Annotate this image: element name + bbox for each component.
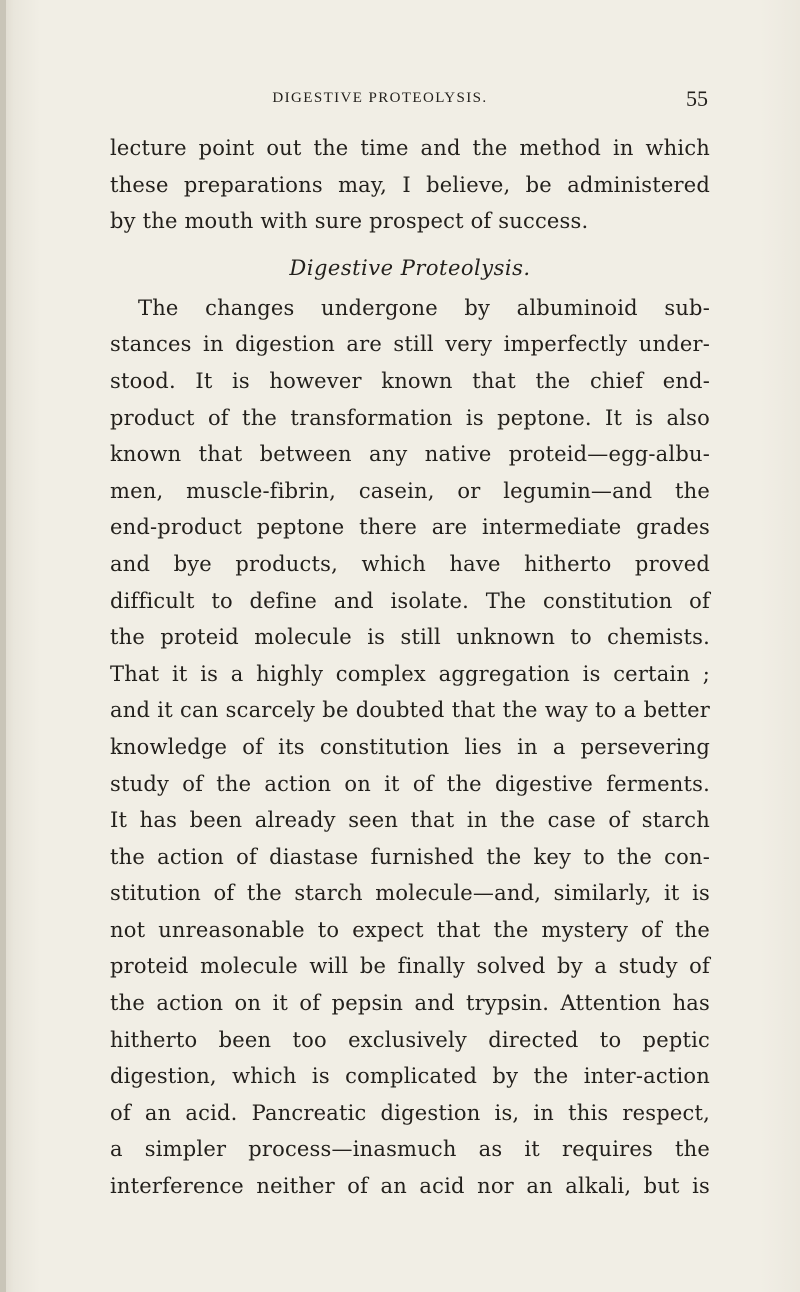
text-line: end-product peptone there are intermediate grades bbox=[110, 515, 710, 540]
text-line: stitution of the starch molecule—and, similarly, it is bbox=[110, 881, 710, 906]
text-line: men, muscle-fibrin, casein, or legumin—and the bbox=[110, 478, 710, 503]
text-line: and bye products, which have hitherto proved bbox=[110, 551, 710, 576]
text-line: the action on it of pepsin and trypsin. Attention has bbox=[110, 991, 710, 1016]
running-title: DIGESTIVE PROTEOLYSIS. bbox=[272, 90, 488, 106]
text-line: the action of diastase furnished the key to the con- bbox=[110, 844, 710, 869]
text-line: of an acid. Pancreatic digestion is, in this respect, bbox=[110, 1100, 710, 1125]
text-line: The changes undergone by albuminoid sub- bbox=[138, 295, 710, 320]
text-line: stood. It is however known that the chief end- bbox=[110, 368, 710, 393]
text-line: digestion, which is complicated by the inter-action bbox=[110, 1064, 710, 1089]
page-number: 55 bbox=[686, 86, 708, 111]
text-line: lecture point out the time and the method in which bbox=[110, 136, 710, 160]
text-line: proteid molecule will be finally solved by a study of bbox=[110, 954, 710, 979]
text-line: known that between any native proteid—egg-albu- bbox=[110, 442, 710, 467]
section-heading: Digestive Proteolysis. bbox=[289, 255, 531, 280]
text-line: difficult to define and isolate. The constitution of bbox=[110, 588, 710, 613]
running-head bbox=[110, 86, 710, 120]
page-gutter-edge bbox=[0, 0, 6, 1292]
text-line: not unreasonable to expect that the mystery of the bbox=[110, 917, 710, 942]
text-line: stances in digestion are still very imperfectly under- bbox=[110, 332, 710, 357]
text-line: It has been already seen that in the case of starch bbox=[110, 808, 710, 833]
text-line: product of the transformation is peptone. It is also bbox=[110, 405, 710, 430]
text-line: That it is a highly complex aggregation is certain ; bbox=[110, 661, 710, 686]
text-line: these preparations may, I believe, be administered bbox=[110, 172, 710, 197]
text-line: and it can scarcely be doubted that the way to a better bbox=[110, 698, 710, 723]
text-line: knowledge of its constitution lies in a persevering bbox=[110, 734, 710, 759]
text-line: hitherto been too exclusively directed to peptic bbox=[110, 1027, 710, 1052]
text-line: a simpler process—inasmuch as it requires the bbox=[110, 1137, 710, 1162]
text-line: study of the action on it of the digestive ferments. bbox=[110, 771, 710, 796]
text-line: interference neither of an acid nor an alkali, but is bbox=[110, 1174, 710, 1199]
text-block bbox=[110, 130, 710, 1205]
text-line: by the mouth with sure prospect of success. bbox=[110, 209, 589, 234]
text-line: the proteid molecule is still unknown to chemists. bbox=[110, 625, 710, 650]
